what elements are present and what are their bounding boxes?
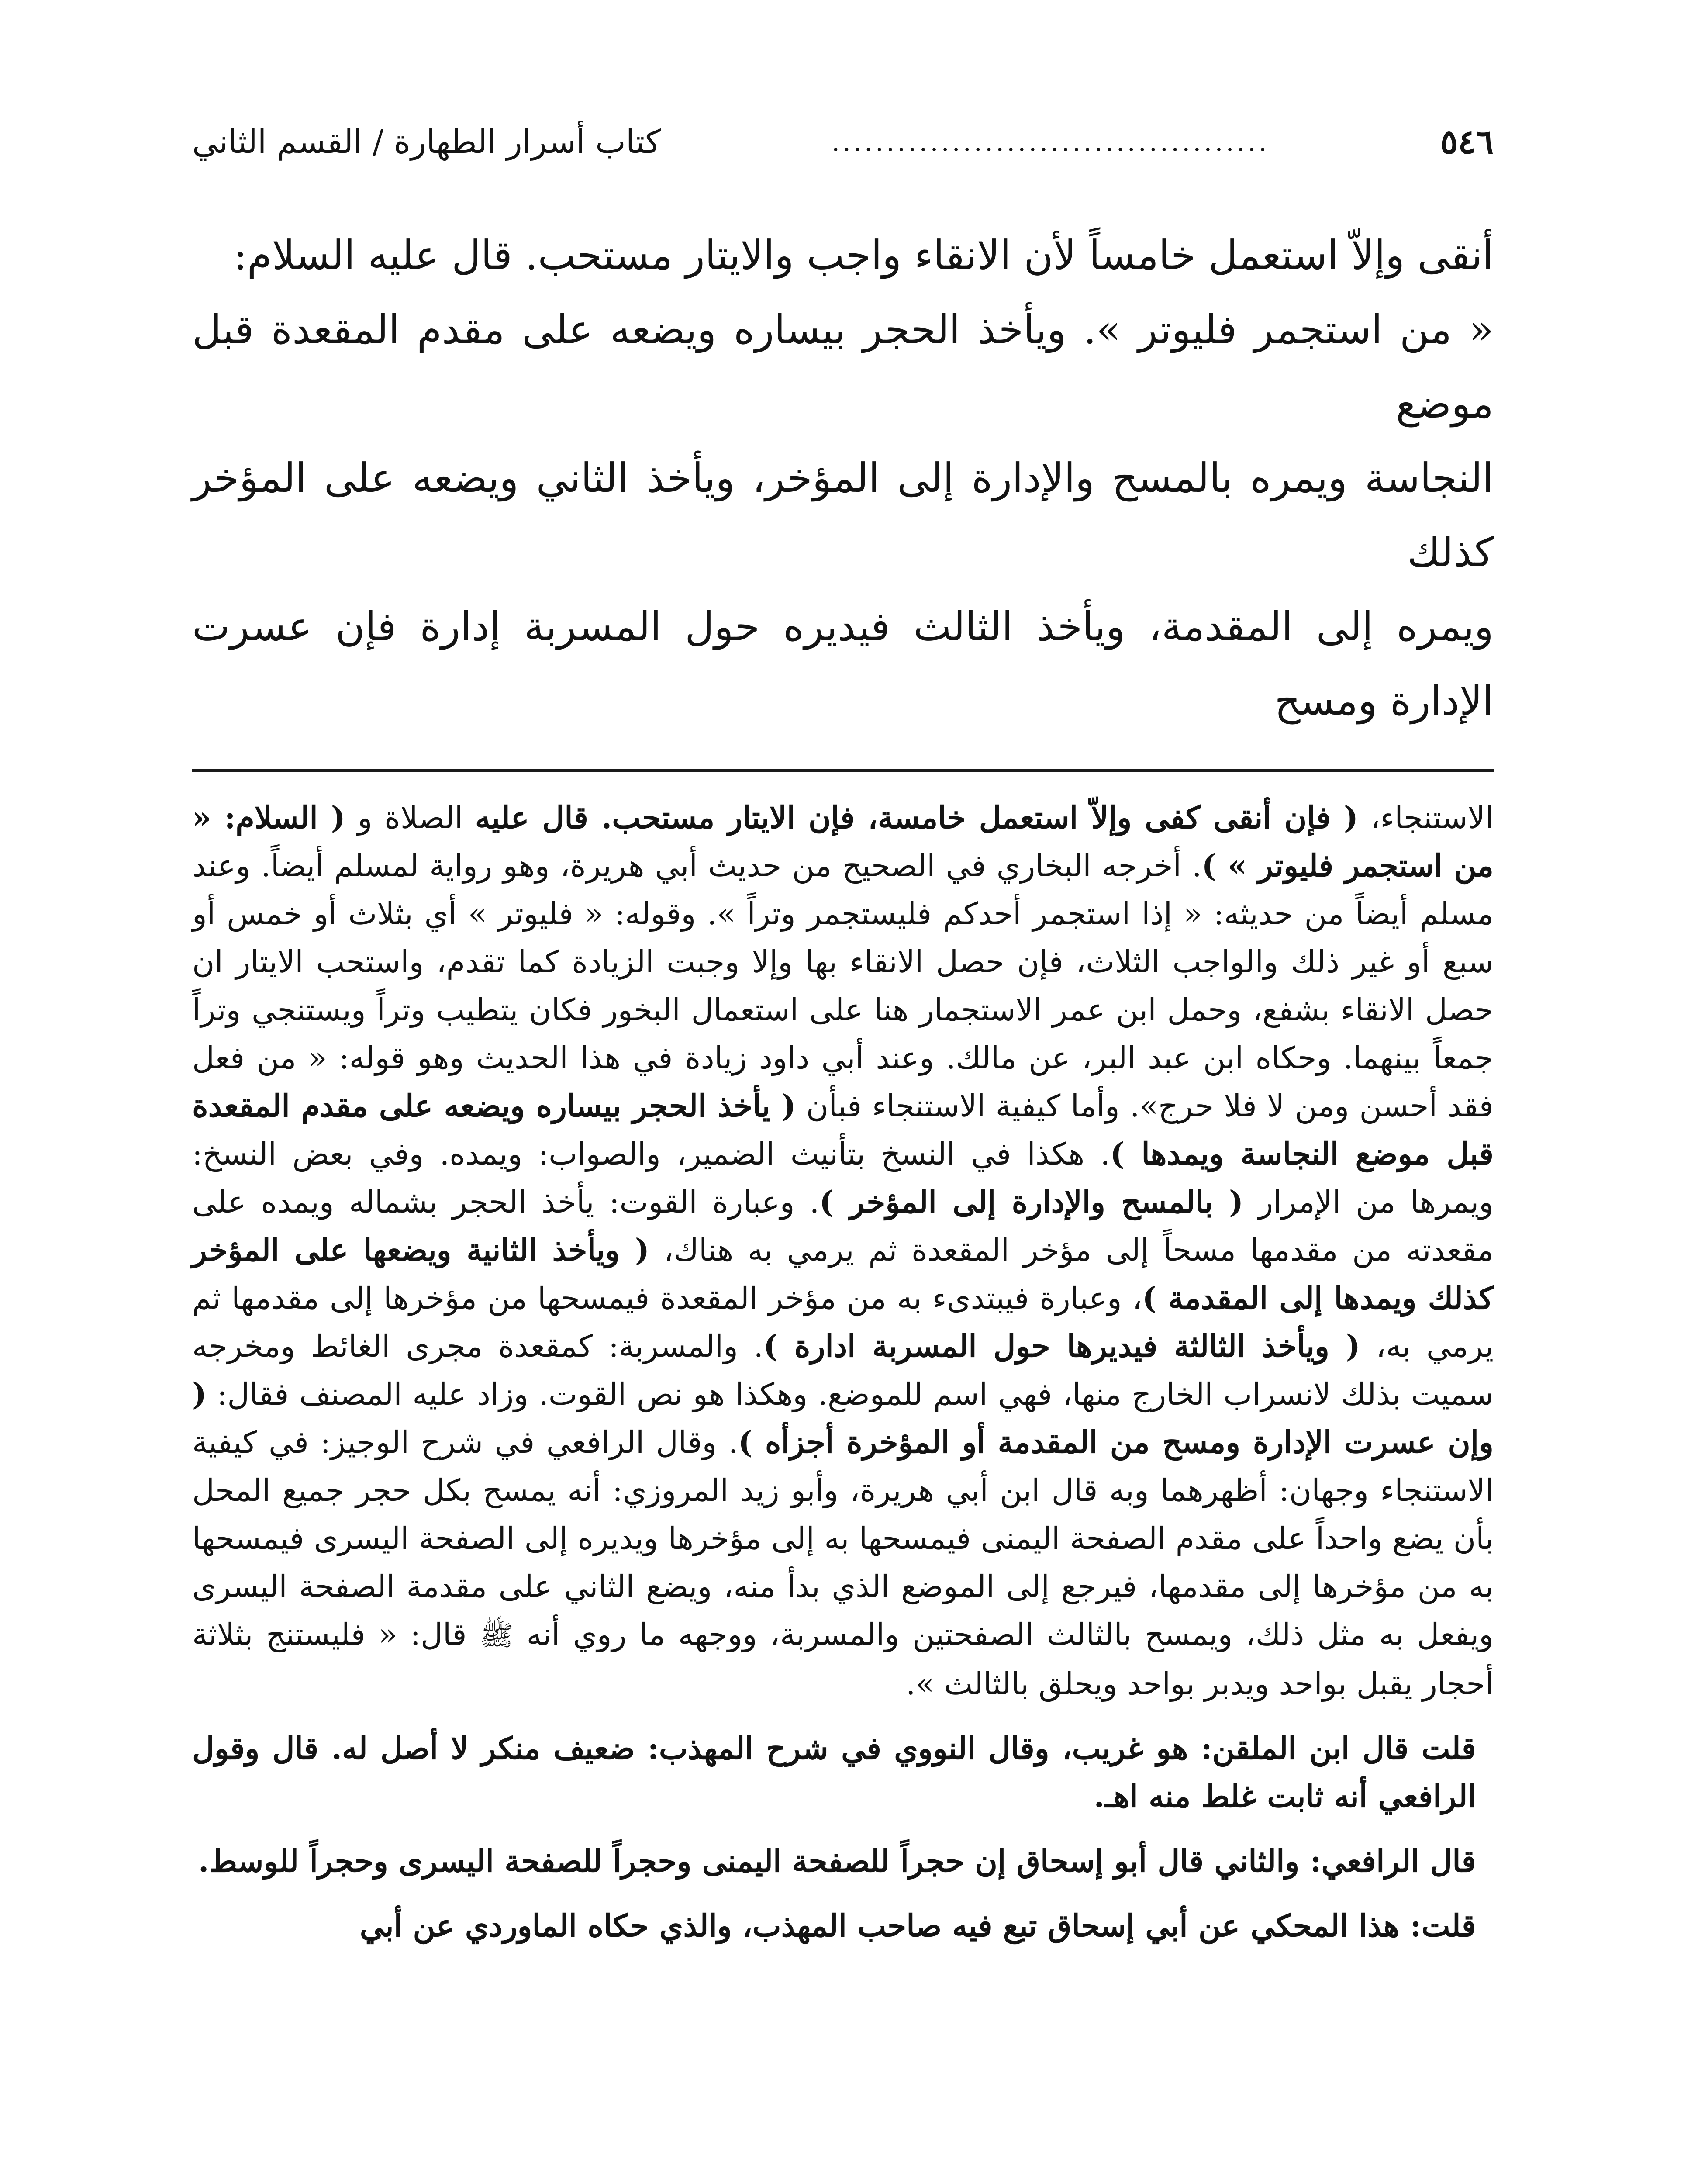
main-text-line: أنقى وإلاّ استعمل خامساً لأن الانقاء واجب والايتار مستحب. قال عليه السلام: (233, 232, 1494, 279)
main-text-line: « من استجمر فليوتر ». ويأخذ الحجر بيساره ويضعه على مقدم المقعدة قبل موضع (192, 306, 1494, 427)
commentary-text: الصلاة و (345, 800, 475, 836)
quoted-main-text: ( بالمسح والإدارة إلى المؤخر ) (819, 1184, 1244, 1220)
main-text-line: ويمره إلى المقدمة، ويأخذ الثالث فيديره حول المسربة إدارة فإن عسرت الإدارة ومسح (192, 603, 1494, 724)
quoted-main-text: ( يأخذ الحجر بيساره ويضعه على مقدم المقعدة قبل موضع النجاسة ويمدها ) (192, 1088, 1494, 1172)
commentary-text: . والمسربة: كمقعدة مجرى الغائط ومخرجه سميت بذلك لانسراب الخارج منها، فهي اسم للموضع. وهكذا هو نص القوت. وزاد عليه المصنف فقال: (192, 1328, 1494, 1412)
book-title: كتاب أسرار الطهارة / القسم الثاني (192, 123, 661, 161)
salawat-glyph: ﷺ (480, 1620, 514, 1652)
commentary-text: . وعبارة القوت: يأخذ الحجر بشماله ويمده على مقعدته من مقدمها مسحاً إلى مؤخر المقعدة ثم يرمي به هناك، (192, 1184, 1494, 1268)
commentary-text: . أخرجه البخاري في الصحيح من حديث أبي هريرة، وهو رواية لمسلم أيضاً. وعند مسلم أيضاً من حديثه: « إذا استجمر أحدكم فليستجمر وتراً ». وقوله: « فليوتر » أي بثلاث أو خمس أو سبع أو غير ذلك والواجب الثلاث، فإن حصل الانقاء بها وإلا وجبت الزيادة كما تقدم، واستحب الايتار ان حصل الانقاء بشفع، وحمل ابن عمر الاستجمار هنا على استعمال البخور فكان يتطيب وتراً ويستنجي وتراً جمعاً بينهما. وحكاه ابن عبد البر، عن مالك. وعند أبي داود زيادة في هذا الحديث وهو قوله: « من فعل فقد أحسن ومن لا فلا حرج». وأما كيفية الاستنجاء فبأن (192, 848, 1494, 1124)
main-text-block (192, 218, 1494, 738)
quoted-main-text: ( فإن أنقى كفى وإلاّ استعمل خامسة، فإن الايتار مستحب. قال عليه (475, 799, 1358, 836)
commentary-note: قال الرافعي: والثاني قال أبو إسحاق إن حجراً للصفحة اليمنى وحجراً للصفحة اليسرى وحجراً للوسط. (198, 1843, 1476, 1879)
main-text-line: النجاسة ويمره بالمسح والإدارة إلى المؤخر، ويأخذ الثاني ويضعه على المؤخر كذلك (192, 455, 1494, 576)
commentary-note: قلت قال ابن الملقن: هو غريب، وقال النووي في شرح المهذب: ضعيف منكر لا أصل له. قال وقول الرافعي أنه ثابت غلط منه اهـ. (192, 1730, 1476, 1814)
page-number: ٥٤٦ (1440, 122, 1494, 162)
commentary-note: قلت: هذا المحكي عن أبي إسحاق تبع فيه صاحب المهذب، والذي حكاه الماوردي عن أبي (359, 1908, 1476, 1944)
commentary-paragraph (192, 794, 1494, 1708)
footnote-separator (192, 769, 1494, 772)
running-header (192, 109, 1494, 175)
header-leader-dots: ........................................ (831, 127, 1270, 157)
quoted-main-text: ( وإن عسرت الإدارة ومسح من المقدمة أو المؤخرة أجزأه ) (192, 1376, 1494, 1460)
quoted-main-text: ( ويأخذ الثالثة فيديرها حول المسربة ادارة ) (763, 1328, 1360, 1364)
commentary-text: قال: « فليستنج بثلاثة أحجار يقبل بواحد ويدبر بواحد ويحلق بالثالث ». (192, 1617, 1494, 1702)
book-page (192, 109, 1494, 2184)
commentary-text: . هكذا في النسخ بتأنيث الضمير، والصواب: ويمده. وفي بعض النسخ: ويمرها من الإمرار (192, 1136, 1494, 1220)
commentary-text: ، وعبارة فيبتدىء به من مؤخر المقعدة فيمسحها من مؤخرها إلى مقدمها ثم يرمي به، (192, 1280, 1494, 1364)
quoted-main-text: ( ويأخذ الثانية ويضعها على المؤخر كذلك ويمدها إلى المقدمة ) (192, 1232, 1494, 1316)
quoted-main-text: ( السلام: « من استجمر فليوتر » ) (192, 799, 1494, 884)
commentary-text: . وقال الرافعي في شرح الوجيز: في كيفية الاستنجاء وجهان: أظهرهما وبه قال ابن أبي هريرة، وأبو زيد المروزي: أنه يمسح بكل حجر جميع المحل بأن يضع واحداً على مقدم الصفحة اليمنى فيمسحها به إلى مؤخرها ويديره إلى الصفحة اليسرى فيمسحها به من مؤخرها إلى مقدمها، فيرجع إلى الموضع الذي بدأ منه، ويضع الثاني على مقدمة الصفحة اليسرى ويفعل به مثل ذلك، ويمسح بالثالث الصفحتين والمسربة، ووجهه ما روي أنه (192, 1424, 1494, 1652)
commentary-block (192, 794, 1494, 1950)
commentary-text: الاستنجاء، (1358, 800, 1494, 836)
